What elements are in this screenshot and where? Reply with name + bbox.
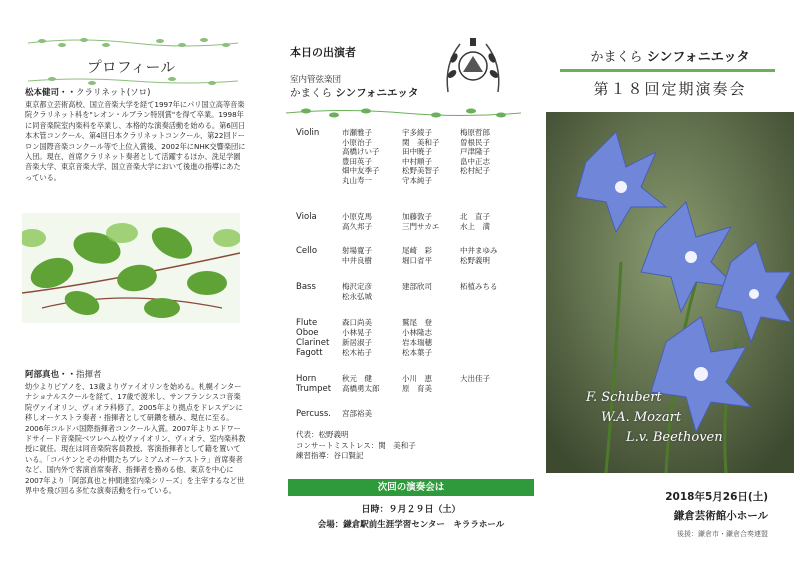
member-list	[402, 128, 440, 186]
member: 中井良樹	[342, 255, 372, 265]
instrument-label: Cello	[296, 246, 318, 256]
member: 丸山寿一	[342, 175, 372, 185]
conductor-name: 阿部真也・・指揮者	[25, 370, 102, 380]
cover-panel	[540, 0, 800, 565]
member: 高橋けい子	[342, 147, 380, 157]
member: 畑中友季子	[342, 166, 380, 176]
member: 柘植みちる	[460, 282, 498, 291]
leaves-photo	[22, 213, 240, 323]
member: 畠中正志	[460, 156, 490, 166]
instrument-label: Flute Oboe Clarinet Fagott	[296, 318, 330, 358]
member-list	[460, 282, 498, 292]
member: 関 美和子	[402, 137, 440, 147]
member: 小林隆志	[402, 328, 432, 337]
orchestra-name: かまくら シンフォニエッタ	[290, 87, 419, 99]
member: 大出佳子	[460, 374, 490, 383]
member: 中井まゆみ	[460, 246, 498, 255]
member-list	[342, 128, 380, 186]
member-list	[402, 212, 439, 231]
cover-title: かまくら シンフォニエッタ	[590, 50, 750, 65]
member: 中村順子	[402, 156, 432, 166]
member-list	[460, 374, 490, 384]
member: 小川 恵	[402, 374, 432, 383]
member: 梅原哲郎	[460, 128, 490, 137]
member: 原 育美	[402, 384, 432, 393]
member-list	[402, 374, 432, 394]
member-list	[460, 246, 498, 265]
member: 水上 満	[460, 221, 490, 231]
member: 鷲尾 登	[402, 318, 432, 327]
member: 小原克馬	[342, 212, 372, 221]
profile-title: プロフィール	[86, 58, 176, 76]
member: 松本葉子	[402, 348, 432, 357]
member: 射場寛子	[342, 246, 372, 255]
member: 宇多綾子	[402, 128, 432, 137]
member: 小原治子	[342, 137, 372, 147]
member: 豊田英子	[342, 156, 372, 166]
soloist-name: 松本健司・・クラリネット(ソロ)	[25, 88, 151, 98]
vine-ornament-mid	[286, 107, 521, 121]
member: 堀口省平	[402, 255, 432, 265]
title-underline	[560, 69, 775, 72]
performers-heading: 本日の出演者	[290, 46, 356, 59]
member: 尾崎 彩	[402, 246, 432, 255]
instrument-label: Viola	[296, 212, 317, 222]
member: 三門サカエ	[402, 221, 440, 231]
gentian-flower-photo	[546, 112, 794, 473]
member: 戸津隆子	[460, 147, 490, 157]
member-list	[342, 246, 372, 265]
member-list	[460, 212, 490, 231]
member: 松野美智子	[402, 166, 440, 176]
member-list	[342, 212, 372, 231]
member: 市瀬雅子	[342, 128, 372, 137]
profile-panel	[0, 0, 262, 565]
member: 建部欣司	[402, 282, 432, 291]
soloist-bio: 東京都立芸術高校、国立音楽大学を経て1997年にパリ国立高等音楽院クラリネット科を"レオン・ルブラン特別賞"を得て卒業。1998年に同音楽院室内楽科を卒業し、本格的な演奏活動を始める。第6回日本木管コンクール、第4回日本クラリネットコンクール、第22回ドーロン国際音楽コンクール等で上位入賞後、2002年にNHK交響楽団に入団。現在、首席クラリネット奏者として活躍するほか、洗足学園音楽大学、東京音楽大学、国立音楽大学において後進の指導にあたっている。	[25, 100, 246, 182]
vine-ornament-top	[28, 36, 238, 50]
member-list	[342, 409, 372, 419]
member: 松村紀子	[460, 166, 490, 176]
member: 守本純子	[402, 175, 432, 185]
next-concert-date: 日時：９月２９日（土）	[361, 505, 461, 515]
sponsor-line: 後援：鎌倉市・鎌倉合奏連盟	[677, 530, 768, 538]
member: 秋元 健	[342, 374, 372, 383]
member-list	[460, 128, 490, 176]
member: 小林晃子	[342, 328, 372, 337]
member: 梅沢定彦	[342, 282, 372, 291]
member-list	[342, 318, 372, 358]
credit-line: 練習指導：谷口賢記	[296, 451, 364, 460]
performers-panel	[270, 0, 532, 565]
member: 森口尚美	[342, 318, 372, 327]
member: 北 直子	[460, 212, 490, 221]
instrument-label: Violin	[296, 128, 320, 138]
member-list	[342, 282, 372, 301]
member: 高橋勇太郎	[342, 384, 380, 393]
composer-schubert: F. Schubert	[586, 390, 662, 405]
member: 松永弘城	[342, 291, 372, 301]
member-list	[402, 318, 432, 358]
instrument-label: Percuss.	[296, 409, 331, 419]
concert-hall: 鎌倉芸術館小ホール	[673, 510, 768, 522]
member-list	[402, 282, 432, 292]
member: 新居淑子	[342, 338, 372, 347]
next-concert-banner: 次回の演奏会は	[288, 479, 534, 496]
member: 岩本瑞穂	[402, 338, 432, 347]
concert-date: 2018年5月26日(土)	[665, 491, 768, 503]
member-list	[402, 246, 432, 265]
composer-mozart: W.A. Mozart	[601, 410, 682, 425]
member: 高久邦子	[342, 221, 372, 231]
conductor-bio: 幼少よりピアノを、13歳よりヴァイオリンを始める。札幌インターナショナルスクールを経て、17歳で渡米し、サンフランシスコ音楽院ヴァイオリン、ヴィオラ科修了。2005年より拠点をドレスデンに移しオーケストラ奏者・指揮者として研鑽を積み、現在に至る。2006年コルドバ国際指揮者コンクール入賞。2007年よりエドワードサイード音楽院ベツレヘム校ヴァイオリン、ヴィオラ、室内楽科教授に就任。現在は同音楽院客員教授、客演指揮者として籍を置いている。「コパケンとその仲間たちプレミアムオーケストラ」首席奏者など、国内外で客演首席奏者、指揮者を務める他、東京を中心に2007年より「阿部真也と仲間達室内楽シリーズ」を主宰するなど世界中を飛び回る多忙な演奏活動を行っている。	[25, 382, 246, 496]
member: 宮部裕美	[342, 409, 372, 418]
next-concert-venue: 会場：鎌倉駅前生涯学習センター キララホール	[317, 520, 505, 530]
instrument-label: Bass	[296, 282, 316, 292]
member-list	[342, 374, 380, 394]
concert-subtitle: 第１８回定期演奏会	[593, 80, 747, 98]
credit-line: 代表：松野義明	[296, 430, 349, 439]
orchestra-logo	[440, 34, 506, 98]
instrument-label: Horn Trumpet	[296, 374, 332, 394]
orchestra-type: 室内管弦楽団	[290, 75, 342, 85]
member: 田中暁子	[402, 147, 432, 157]
orchestra-credits	[296, 430, 416, 462]
member: 松木祐子	[342, 348, 372, 357]
credit-line: コンサートミストレス：関 美和子	[296, 440, 416, 450]
member: 松野義明	[460, 255, 490, 265]
member: 曽根民子	[460, 137, 490, 147]
composer-beethoven: L.v. Beethoven	[626, 430, 723, 445]
member: 加藤敦子	[402, 212, 432, 221]
